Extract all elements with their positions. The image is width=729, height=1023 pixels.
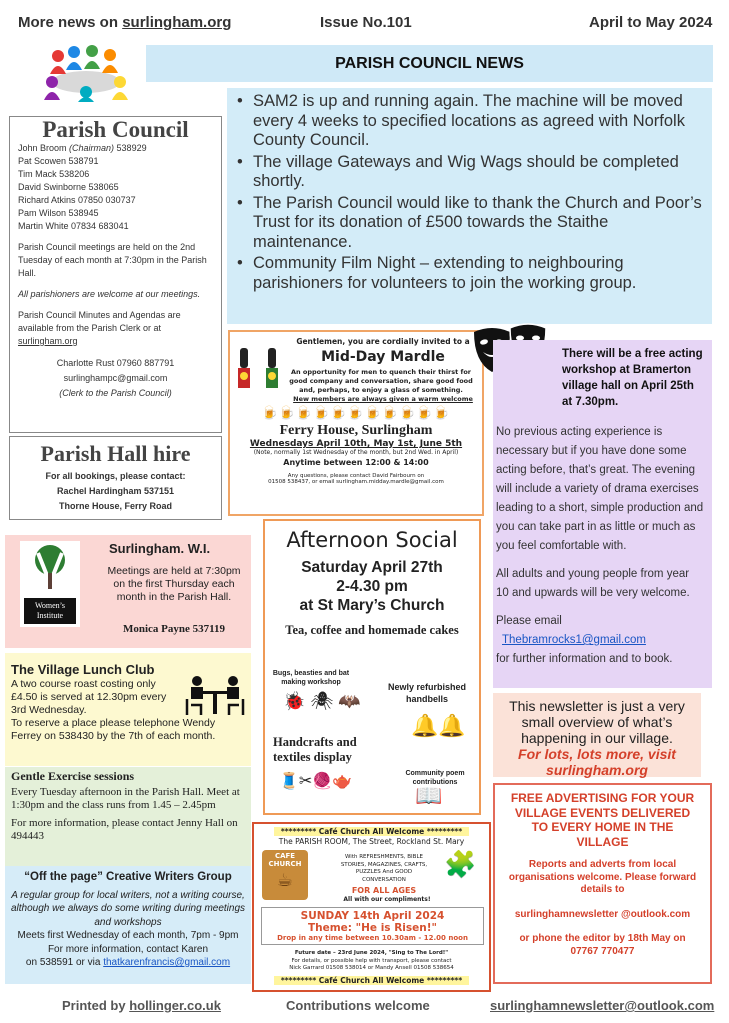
parish-hall-box: Parish Hall hire For all bookings, please contact: Rachel Hardingham 537151 Thorne House, Ferry Road <box>9 436 222 520</box>
social-title: Afternoon Social <box>286 528 458 552</box>
meeting-people-icon <box>40 42 132 102</box>
member-row: John Broom (Chairman) 538929 <box>18 143 147 153</box>
parish-hall-title: Parish Hall hire <box>40 441 191 466</box>
wi-logo: Women’s Institute <box>20 541 80 627</box>
cafe-church-logo: CAFE CHURCH ☕ <box>262 850 308 900</box>
advert-email[interactable]: surlinghamnewsletter @outlook.com <box>514 908 691 920</box>
member-row: Martin White 07834 683041 <box>18 221 129 231</box>
clerk-email[interactable]: surlinghampc@gmail.com <box>63 373 168 383</box>
writers-group-title: “Off the page” Creative Writers Group <box>24 871 232 883</box>
lunch-club-title: The Village Lunch Club <box>11 662 155 677</box>
gentle-exercise-title: Gentle Exercise sessions <box>11 769 135 783</box>
news-bullet: • SAM2 is up and running again. The machine will be moved every 4 weeks to specified locations as agreed with Norfolk County Council. <box>235 92 702 151</box>
afternoon-social-box: Afternoon Social Saturday April 27th 2-4.30 pm at St Mary’s Church Tea, coffee and homemade cakes Bugs, beasties and bat making workshop 🐞 🕷 🦇 Newly refurbished handbells 🔔🔔 Handcrafts and textiles display 🧵✂🧶🫖 Community poem contributions 📖 <box>263 519 481 815</box>
member-row: Richard Atkins 07850 030737 <box>18 195 136 205</box>
council-members <box>18 142 213 233</box>
tree-icon <box>27 543 73 591</box>
crafts-icon: 🧩 <box>444 850 477 880</box>
mardle-contact-email[interactable]: 01508 538437, or email surlingham.midday.mardle@gmail.com <box>268 479 444 485</box>
minutes-link[interactable]: surlingham.org <box>18 336 78 346</box>
beer-glasses-icon: 🍺🍺🍺🍺🍺🍺🍺🍺🍺🍺🍺 <box>261 406 451 421</box>
parish-council-box <box>9 116 222 433</box>
advert-headline: FREE ADVERTISING FOR YOUR VILLAGE EVENTS DELIVERED TO EVERY HOME IN THE VILLAGE <box>510 791 695 849</box>
issue-number: Issue No.101 <box>320 14 412 31</box>
overview-box: This newsletter is just a very small overview of what’s happening in our village. For lots, lots more, visit surlingham.org <box>493 693 701 777</box>
cup-icon: ☕ <box>276 870 294 891</box>
mardle-title: Mid-Day Mardle <box>321 349 445 365</box>
news-bullet: • The village Gateways and Wig Wags should be completed shortly. <box>235 153 702 192</box>
parish-council-title: Parish Council <box>42 117 189 142</box>
womens-institute-box: Women’s Institute Surlingham. W.I. Meetings are held at 7:30pm on the first Thursday each month in the Parish Hall. Monica Payne 537119 <box>5 535 251 648</box>
news-bullet: • The Parish Council would like to thank the Church and Poor’s Trust for its donation of £500 towards the Staithe maintenance. <box>235 194 702 253</box>
welcome-text: All parishioners are welcome at our meetings. <box>18 289 201 299</box>
member-row: Pam Wilson 538945 <box>18 208 99 218</box>
handbells-icon: 🔔🔔 <box>411 713 466 738</box>
acting-workshop-box: There will be a free acting workshop at Bramerton village hall on April 25th at 7.30pm. No previous acting experience is necessary but if you have done some acting before, that’s great. The evening will include a variety of drama exercises leading to a short, simple production and you can take part in as little or much as you feel comfortable with. All adults and young people from year 10 and upwards will be very welcome. Please email Thebramrocks1@gmail.com for further information and to book. <box>493 340 712 688</box>
lunch-club-box: The Village Lunch Club A two course roast costing only £4.50 is served at 12.30pm every 3rd Wednesday. To reserve a place please telephone Wendy Ferrey on 538430 by the 7th of each month. <box>5 653 251 766</box>
hollinger-link[interactable]: hollinger.co.uk <box>129 998 221 1013</box>
beer-pumps-icon <box>236 346 290 392</box>
member-row: Tim Mack 538206 <box>18 169 90 179</box>
bugs-icon: 🐞 🕷 🦇 <box>283 691 361 711</box>
minutes-text: Parish Council Minutes and Agendas are available from the Parish Clerk or at surlingham.org <box>18 310 181 346</box>
parish-news-bullets <box>227 88 712 324</box>
member-row: David Swinborne 538065 <box>18 182 119 192</box>
clerk-contact: Charlotte Rust 07960 887791 surlinghampc@gmail.com (Clerk to the Parish Council) <box>18 356 213 401</box>
header-left: More news on surlingham.org <box>18 14 232 31</box>
writers-group-box: “Off the page” Creative Writers Group A regular group for local writers, not a writing course, although we always do some writing during meetings and workshops Meets first Wednesday of each month, 7pm - 9pm For more information, contact Karen on 538591 or via thatkarenfrancis@gmail.com <box>5 866 251 984</box>
gentle-exercise-box: Gentle Exercise sessions Every Tuesday afternoon in the Parish Hall. Meet at 1:30pm and the class runs from 1.45 – 2.45pm For more information, please contact Jenny Hall on 494443 <box>5 767 251 866</box>
mid-day-mardle-box: Gentlemen, you are cordially invited to a Mid-Day Mardle An opportunity for men to quench their thirst for good company and conversation, share good food and, perhaps, to enjoy a glass of something. New members are always given a warm welcome 🍺🍺🍺🍺🍺🍺🍺🍺🍺🍺🍺 Ferry House, Surlingham Wednesdays April 10th, May 1st, June 5th (Note, normally 1st Wednesday of the month, but 2nd Wed. in April) Anytime between 12:00 & 14:00 Any questions, please contact David Fairbourn on 01508 538437, or email surlingham.midday.mardle@gmail.com <box>228 330 484 516</box>
free-advertising-box: FREE ADVERTISING FOR YOUR VILLAGE EVENTS DELIVERED TO EVERY HOME IN THE VILLAGE Reports and adverts from local organisations welcome. Please forward details to surlinghamnewsletter @outlook.com or phone the editor by 18th May on 07767 770477 <box>493 783 712 984</box>
meetings-text: Parish Council meetings are held on the 2nd Tuesday of each month at 7:30pm in the Parish Hall. <box>18 242 207 278</box>
member-row: Pat Scowen 538791 <box>18 156 99 166</box>
footer-email-link[interactable]: surlinghamnewsletter@outlook.com <box>490 998 715 1013</box>
news-bullet: • Community Film Night – extending to neighbouring parishioners for volunteers to join the working group. <box>235 254 702 293</box>
acting-workshop-headline: There will be a free acting workshop at Bramerton village hall on April 25th at 7.30pm. <box>562 348 703 408</box>
parish-council-news-banner: PARISH COUNCIL NEWS <box>146 45 713 82</box>
surlingham-link[interactable]: surlingham.org <box>122 14 232 31</box>
overview-cta[interactable]: For lots, lots more, visit surlingham.org <box>518 746 676 778</box>
wi-title: Surlingham. W.I. <box>109 541 211 556</box>
book-icon: 📖 <box>415 783 443 808</box>
textiles-icon: 🧵✂🧶🫖 <box>279 773 353 790</box>
issue-date: April to May 2024 <box>589 14 713 31</box>
acting-workshop-email-link[interactable]: Thebramrocks1@gmail.com <box>502 634 646 646</box>
dining-table-icon <box>185 675 245 717</box>
cafe-church-box: ********* Café Church All Welcome ********* The PARISH ROOM, The Street, Rockland St. Mary CAFE CHURCH ☕ With REFRESHMENTS, BIBLE STORIES, MAGAZINES, CRAFTS, PUZZLES And GOOD CONVERSATION FOR ALL AGES All with our compliments! 🧩 SUNDAY 14th April 2024 Theme: "He is Risen!" Drop in any time between 10.30am - 12.00 noon Future date – 23rd June 2024, "Sing to The Lord!" For details, or possible help with transport, please contact Nick Garrard 01508 538014 or Mandy Ansell 01508 538654 ********* Café Church All Welcome ********* <box>252 822 491 992</box>
writers-email-link[interactable]: thatkarenfrancis@gmail.com <box>103 957 231 968</box>
footer-contributions: Contributions welcome <box>286 998 430 1013</box>
mardle-venue: Ferry House, Surlingham <box>279 423 433 438</box>
footer-printed: Printed by hollinger.co.uk <box>62 998 221 1013</box>
